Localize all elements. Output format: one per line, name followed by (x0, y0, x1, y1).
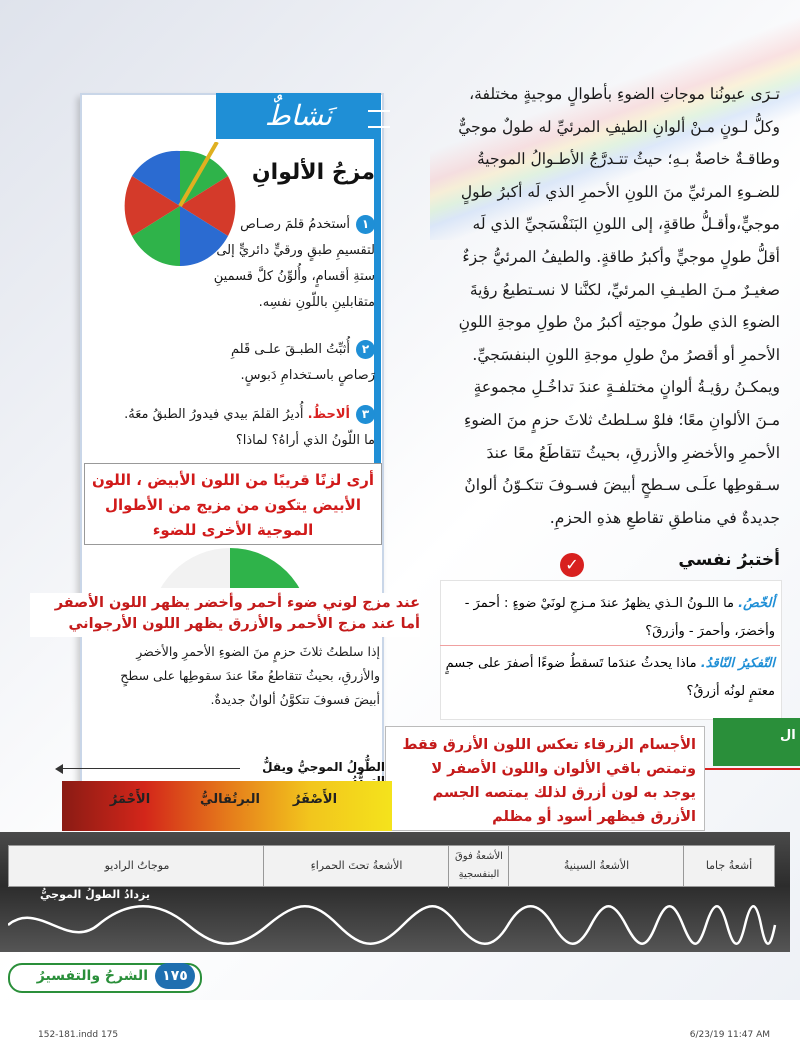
step-text: أُثبِّتُ الطبـقَ علـى قَلمِ رَصاصٍ باسـتخدامِ دَبوسٍ. (231, 342, 375, 383)
em-spectrum-labels (8, 845, 775, 887)
body-line: جديدةٌ في مناطقِ تقاطعِ هذهِ الحزمِ. (549, 508, 780, 527)
page-number: ١٧٥ (155, 963, 195, 989)
step-label: ألاحظُ. (307, 407, 350, 422)
check-icon: ✓ (560, 553, 584, 577)
wave-line (8, 906, 775, 944)
body-line: للضـوءِ المرئيِّ منَ اللونِ الأحمرِ الذي لَه أكبرُ طولٍ (460, 182, 780, 201)
band-infrared: الأشعةُ تحتَ الحمراءِ (263, 846, 449, 886)
section-tab-label: ال (780, 728, 796, 743)
question-text: ما اللـونُ الـذي يظهرُ عندَ مـزجِ لونَيْ ضوءٍ : أحمرَ - وأخضرَ، وأحمرَ - وأزرقَ؟ (464, 596, 775, 639)
body-text (395, 78, 780, 534)
footer-section-title: الشرحُ والتفسيرُ (36, 968, 148, 984)
print-date: 6/23/19 11:47 AM (689, 1030, 770, 1040)
spectrum-label-yellow: الأَصْفَرُ (292, 792, 338, 807)
activity-step (205, 212, 375, 316)
activity-sidebar (374, 93, 381, 485)
band-gamma: أشعةُ جاما (683, 846, 774, 886)
activity-header: نَشاطٌ (216, 93, 381, 139)
spectrum-label-orange: البرتُقاليُّ (200, 792, 260, 807)
answer-box: أرى لزنًا قريبًا من اللون الأبيض ، اللون الأبيض يتكون من مزيج من الأطوال الموجية الأخرى للضوء (84, 463, 382, 545)
spectrum-label-red: الأَحْمَرُ (109, 792, 151, 807)
step-text: أُديرُ القلمَ بيدي فيدورُ الطبقُ معَهُ. ما اللّونُ الذي أراهُ؟ لماذا؟ (124, 407, 375, 448)
print-file-name: 152-181.indd 175 (38, 1030, 119, 1040)
answer-box: الأجسام الزرقاء تعكس اللون الأزرق فقط وتمتص باقي الألوان واللون الأصفر لا يوجد به لون أزرق لذلك يمتصه الجسم الأزرق فيظهر أسود أو مظلم (385, 726, 705, 831)
spectrum-arrow-label: الطُّولُ الموجيُّ ويقلُّ (262, 760, 385, 774)
answer-line: عند مزج لوني ضوء أحمر وأخضر يظهر اللون الأصفر (54, 595, 420, 611)
body-line: وكلُّ لـونٍ مـنْ ألوانِ الطيفِ المرئيِّ له طولٌ موجيٌّ (458, 117, 780, 136)
body-line: ويمكـنُ رؤيـةُ ألوانٍ مختلفـةٍ عندَ تداخُـلِ مجموعةٍ (473, 378, 780, 397)
step-number: ٣ (356, 405, 375, 424)
body-line: الضوءِ الذي طولُ موجتِه أكبرُ منْ طولِ موجةِ اللونِ (458, 313, 780, 332)
question-label: ألخّصُ. (738, 596, 775, 611)
wave-direction-label: يزدادُ الطولُ الموجيُّ (40, 888, 150, 901)
body-line: تـرَى عيونُنا موجاتِ الضوءِ بأطوالٍ موجيةٍ مختلفة، (469, 85, 780, 103)
body-line: الأحمرِ أو أقصرُ منْ طولِ موجةِ اللونِ البنفسَجيِّ. (472, 345, 780, 364)
divider (440, 645, 780, 646)
question-critical-thinking (445, 650, 775, 706)
body-line: أقلُّ طولٍ موجيٍّ وأكبرُ طاقةٍ. والطيفُ المرئيُّ جزءٌ (462, 247, 780, 266)
step-text: أستخدمُ قلمَ رصـاص لتقسيمِ طبقٍ ورقيٍّ دائريٍّ إلى ستةِ أقسامٍ، وأُلوِّنُ كلَّ قسمينِ متقابلينِ باللّونِ نفسِه. (213, 217, 375, 310)
activity-step (120, 402, 375, 454)
divider (705, 768, 800, 770)
activity-title: مزجُ الألوانِ (251, 160, 375, 185)
arrow-left-icon (55, 764, 63, 774)
band-radio: موجاتُ الراديو (104, 859, 170, 872)
body-line: وطاقـةٌ خاصةٌ بـهِ؛ حيثُ تتـدرَّجُ الأطـوالُ الموجيةُ (476, 150, 780, 169)
question-label: التّفكيرُ النّاقدُ. (700, 656, 775, 671)
band-uv: الأشعةُ فوقَ البنفسجيةِ (448, 846, 509, 888)
body-line: صغيـرٌ مـنَ الطيـفِ المرئيِّ، لكنَّنا لا نسـتطيعُ رؤيةَ (469, 280, 780, 299)
color-mix-disc-fill (150, 548, 310, 588)
body-line: سـقوطِها علَـى سـطحٍ أبيضَ فسـوفَ تتكـوّنُ ألوانٌ (464, 476, 780, 495)
color-mix-disc (150, 548, 310, 588)
question-summarize (445, 590, 775, 646)
activity-lines-decoration (368, 110, 390, 128)
answer-line: أما عند مزج الأحمر والأزرق يظهر اللون الأرجواني (68, 616, 420, 632)
arrow-line (60, 768, 240, 769)
self-test-title: أختبرُ نفسي (678, 550, 780, 570)
wave-illustration (8, 895, 778, 950)
band-xray: الأشعةُ السينيةُ (508, 846, 684, 886)
step-number: ١ (356, 215, 375, 234)
body-line: موجيٍّ،وأقـلُّ طاقةٍ، إلى اللونِ البَنَفْسَجيِّ الذي لَه (472, 215, 780, 234)
answer-box (30, 593, 420, 637)
body-line: مـنَ الألوانِ معًا؛ فلوْ سـلطتُ ثلاثَ حزمٍ منَ الضوءِ (464, 410, 780, 429)
activity-text: إذا سلطتُ ثلاثَ حزمٍ منَ الضوءِ الأحمرِ والأخضرِ والأزرقِ، بحيثُ تتقاطعُ معًا عندَ سقوطِها على سطحٍ أبيضَ فسوفَ تتكوَّنُ ألوانٌ جديدةٌ. (120, 644, 380, 707)
step-number: ٢ (356, 340, 375, 359)
activity-step (205, 337, 375, 389)
question-text: ماذا يحدثُ عندَما تَسقطُ ضوءًا أصفرَ على جسمٍ معتمٍ لونُه أزرقُ؟ (445, 656, 775, 699)
body-line: الأحمرِ والأخضرِ والأزرقِ، بحيثُ تتقاطَعُ معًا عندَ (486, 443, 780, 462)
